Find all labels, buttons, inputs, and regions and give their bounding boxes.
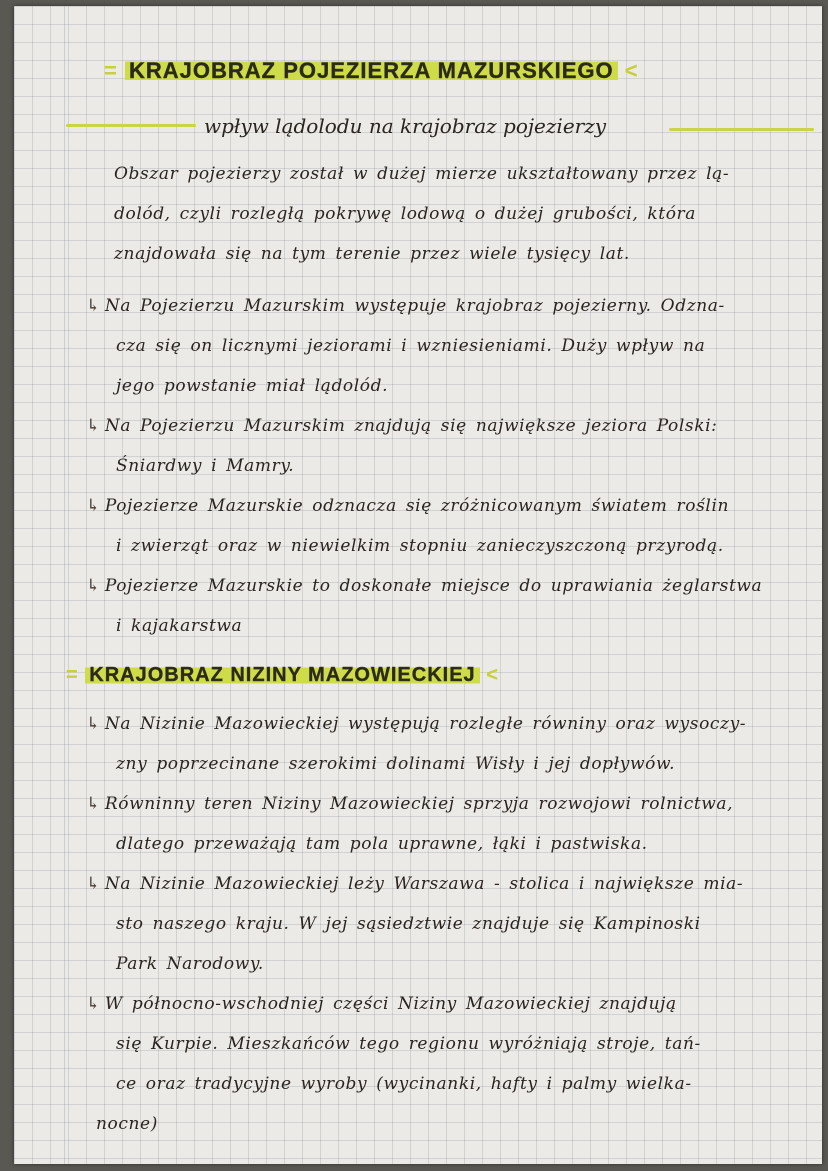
notebook-page — [14, 6, 822, 1164]
hooked-arrow-icon: ↳ — [86, 874, 101, 894]
hooked-arrow-icon: ↳ — [86, 794, 101, 814]
hooked-arrow-icon: ↳ — [86, 994, 101, 1014]
section2-bullet-list — [86, 704, 746, 1144]
list-item — [86, 704, 746, 784]
section1-title — [104, 58, 639, 84]
bullet-line: i zwierząt oraz w niewielkim stopniu zanieczyszczoną przyrodą. — [116, 536, 724, 556]
intro-line: dolód, czyli rozległą pokrywę lodową o dużej grubości, która — [114, 204, 696, 224]
bullet-line: Śniardwy i Mamry. — [116, 456, 295, 476]
bullet-line: i kajakarstwa — [116, 616, 243, 636]
bullet-line: Równinny teren Niziny Mazowieckiej sprzyja rozwojowi rolnictwa, — [104, 794, 734, 814]
bullet-line: Park Narodowy. — [116, 954, 264, 974]
hooked-arrow-icon: ↳ — [86, 416, 101, 436]
less-than-decoration-icon: < — [486, 664, 499, 686]
bullet-line: Pojezierze Mazurskie to doskonałe miejsce do uprawiania żeglarstwa — [104, 576, 763, 596]
bullet-line: Pojezierze Mazurskie odznacza się zróżnicowanym światem roślin — [104, 496, 730, 516]
list-item — [86, 566, 762, 646]
intro-line: Obszar pojezierzy został w dużej mierze ukształtowany przez lą- — [114, 164, 730, 184]
hooked-arrow-icon: ↳ — [86, 496, 101, 516]
intro-line: znajdowała się na tym terenie przez wiele tysięcy lat. — [114, 244, 630, 264]
equals-decoration-icon: = — [66, 664, 79, 686]
bullet-line: dlatego przeważają tam pola uprawne, łąki i pastwiska. — [116, 834, 648, 854]
bullet-line: nocne) — [96, 1114, 158, 1134]
section2-title-text: KRAJOBRAZ NIZINY MAZOWIECKIEJ — [85, 664, 479, 686]
list-item — [86, 784, 746, 864]
hooked-arrow-icon: ↳ — [86, 296, 101, 316]
bullet-line: cza się on licznymi jeziorami i wzniesieniami. Duży wpływ na — [116, 336, 706, 356]
list-item — [86, 864, 746, 984]
section1-subtitle: wpływ lądolodu na krajobraz pojezierzy — [204, 114, 607, 138]
list-item — [86, 486, 762, 566]
section1-title-text: KRAJOBRAZ POJEZIERZA MAZURSKIEGO — [125, 58, 618, 83]
section1-bullet-list — [86, 286, 762, 646]
less-than-decoration-icon: < — [624, 58, 639, 83]
bullet-line: Na Pojezierzu Mazurskim występuje krajobraz pojezierny. Odzna- — [104, 296, 725, 316]
bullet-line: ce oraz tradycyjne wyroby (wycinanki, hafty i palmy wielka- — [116, 1074, 692, 1094]
subtitle-right-line — [669, 128, 814, 131]
list-item — [86, 406, 762, 486]
bullet-line: Na Pojezierzu Mazurskim znajdują się największe jeziora Polski: — [104, 416, 718, 436]
list-item — [86, 984, 746, 1144]
section2-title — [66, 664, 499, 687]
hooked-arrow-icon: ↳ — [86, 714, 101, 734]
list-item — [86, 286, 762, 406]
subtitle-left-line — [66, 124, 196, 127]
bullet-line: Na Nizinie Mazowieckiej występują rozległe równiny oraz wysoczy- — [104, 714, 747, 734]
bullet-line: zny poprzecinane szerokimi dolinami Wisły i jej dopływów. — [116, 754, 676, 774]
hooked-arrow-icon: ↳ — [86, 576, 101, 596]
bullet-line: Na Nizinie Mazowieckiej leży Warszawa - stolica i największe mia- — [104, 874, 744, 894]
bullet-line: sto naszego kraju. W jej sąsiedztwie znajduje się Kampinoski — [116, 914, 701, 934]
bullet-line: się Kurpie. Mieszkańców tego regionu wyróżniają stroje, tań- — [116, 1034, 701, 1054]
equals-decoration-icon: = — [104, 58, 118, 83]
bullet-line: W północno-wschodniej części Niziny Mazowieckiej znajdują — [104, 994, 677, 1014]
section1-intro — [114, 154, 729, 274]
bullet-line: jego powstanie miał lądolód. — [116, 376, 389, 396]
page-margin-line — [64, 6, 65, 1164]
